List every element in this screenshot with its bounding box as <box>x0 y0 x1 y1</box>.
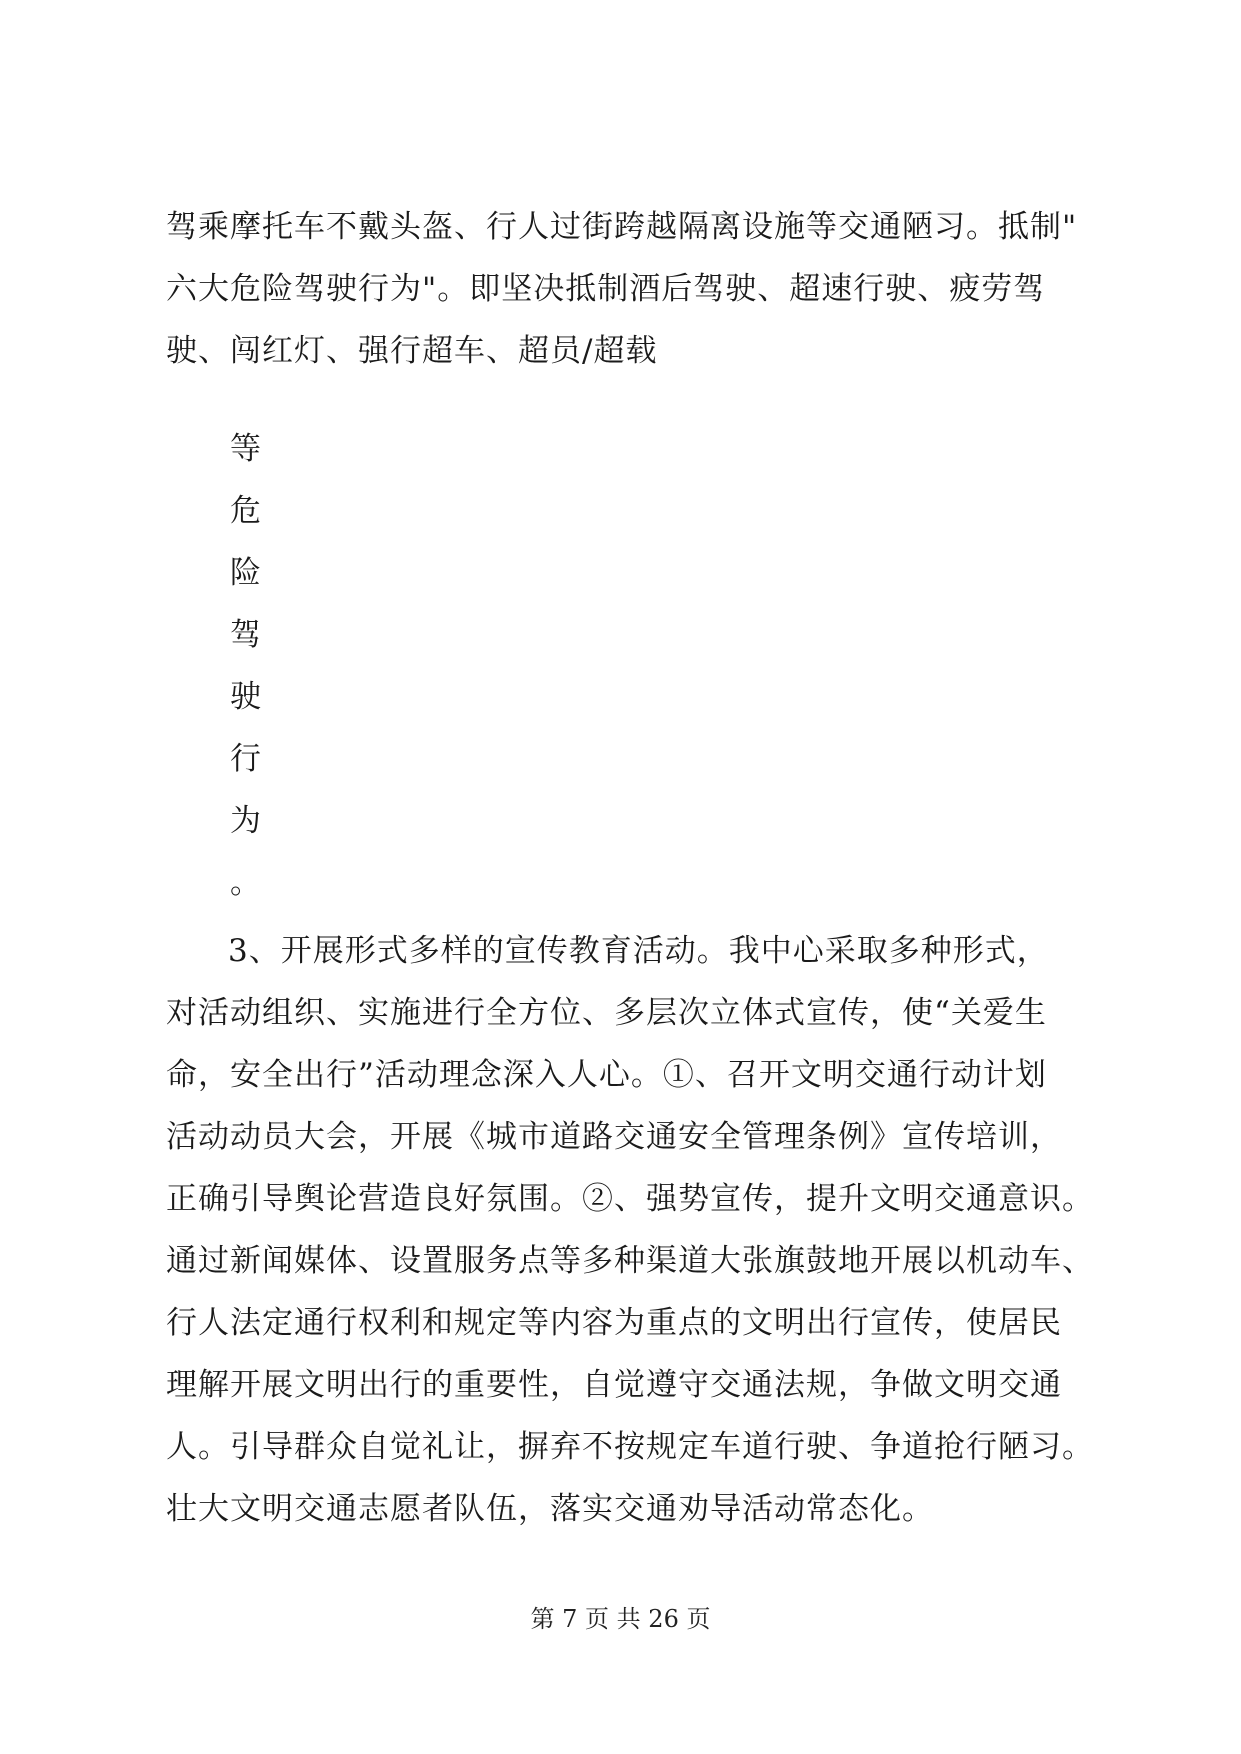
paragraph-line: 人。引导群众自觉礼让，摒弃不按规定车道行驶、争道抢行陋习。 <box>166 1429 1094 1465</box>
vertical-char: 驶 <box>230 679 261 715</box>
paragraph-line: 3、开展形式多样的宣传教育活动。我中心采取多种形式， <box>228 933 1049 969</box>
vertical-text-column <box>230 418 270 914</box>
paragraph-2 <box>166 920 1096 1540</box>
vertical-char: 险 <box>230 555 261 591</box>
paragraph-1 <box>166 196 1096 382</box>
paragraph-line: 理解开展文明出行的重要性，自觉遵守交通法规，争做文明交通 <box>166 1367 1062 1403</box>
paragraph-line: 行人法定通行权利和规定等内容为重点的文明出行宣传，使居民 <box>166 1305 1062 1341</box>
vertical-char: 为 <box>230 803 261 839</box>
paragraph-line: 活动动员大会，开展《城市道路交通安全管理条例》宣传培训， <box>166 1119 1062 1155</box>
page-footer <box>0 1604 1241 1634</box>
paragraph-line: 驶、闯红灯、强行超车、超员/超载 <box>166 333 658 369</box>
paragraph-line: 命，安全出行”活动理念深入人心。①、召开文明交通行动计划 <box>166 1057 1047 1093</box>
paragraph-line: 通过新闻媒体、设置服务点等多种渠道大张旗鼓地开展以机动车、 <box>166 1243 1094 1279</box>
paragraph-line: 壮大文明交通志愿者队伍，落实交通劝导活动常态化。 <box>166 1491 934 1527</box>
paragraph-line: 对活动组织、实施进行全方位、多层次立体式宣传，使“关爱生 <box>166 995 1047 1031</box>
vertical-char: 危 <box>230 493 261 529</box>
vertical-char: 等 <box>230 431 261 467</box>
paragraph-line: 正确引导舆论营造良好氛围。②、强势宣传，提升文明交通意识。 <box>166 1181 1094 1217</box>
vertical-char: 驾 <box>230 617 261 653</box>
vertical-char: 行 <box>230 741 261 777</box>
vertical-char: 。 <box>230 865 261 901</box>
paragraph-line: 六大危险驾驶行为"。即坚决抵制酒后驾驶、超速行驶、疲劳驾 <box>166 271 1046 307</box>
paragraph-line: 驾乘摩托车不戴头盔、行人过街跨越隔离设施等交通陋习。抵制" <box>166 209 1078 245</box>
page-number-label: 第 7 页 共 26 页 <box>530 1605 711 1633</box>
